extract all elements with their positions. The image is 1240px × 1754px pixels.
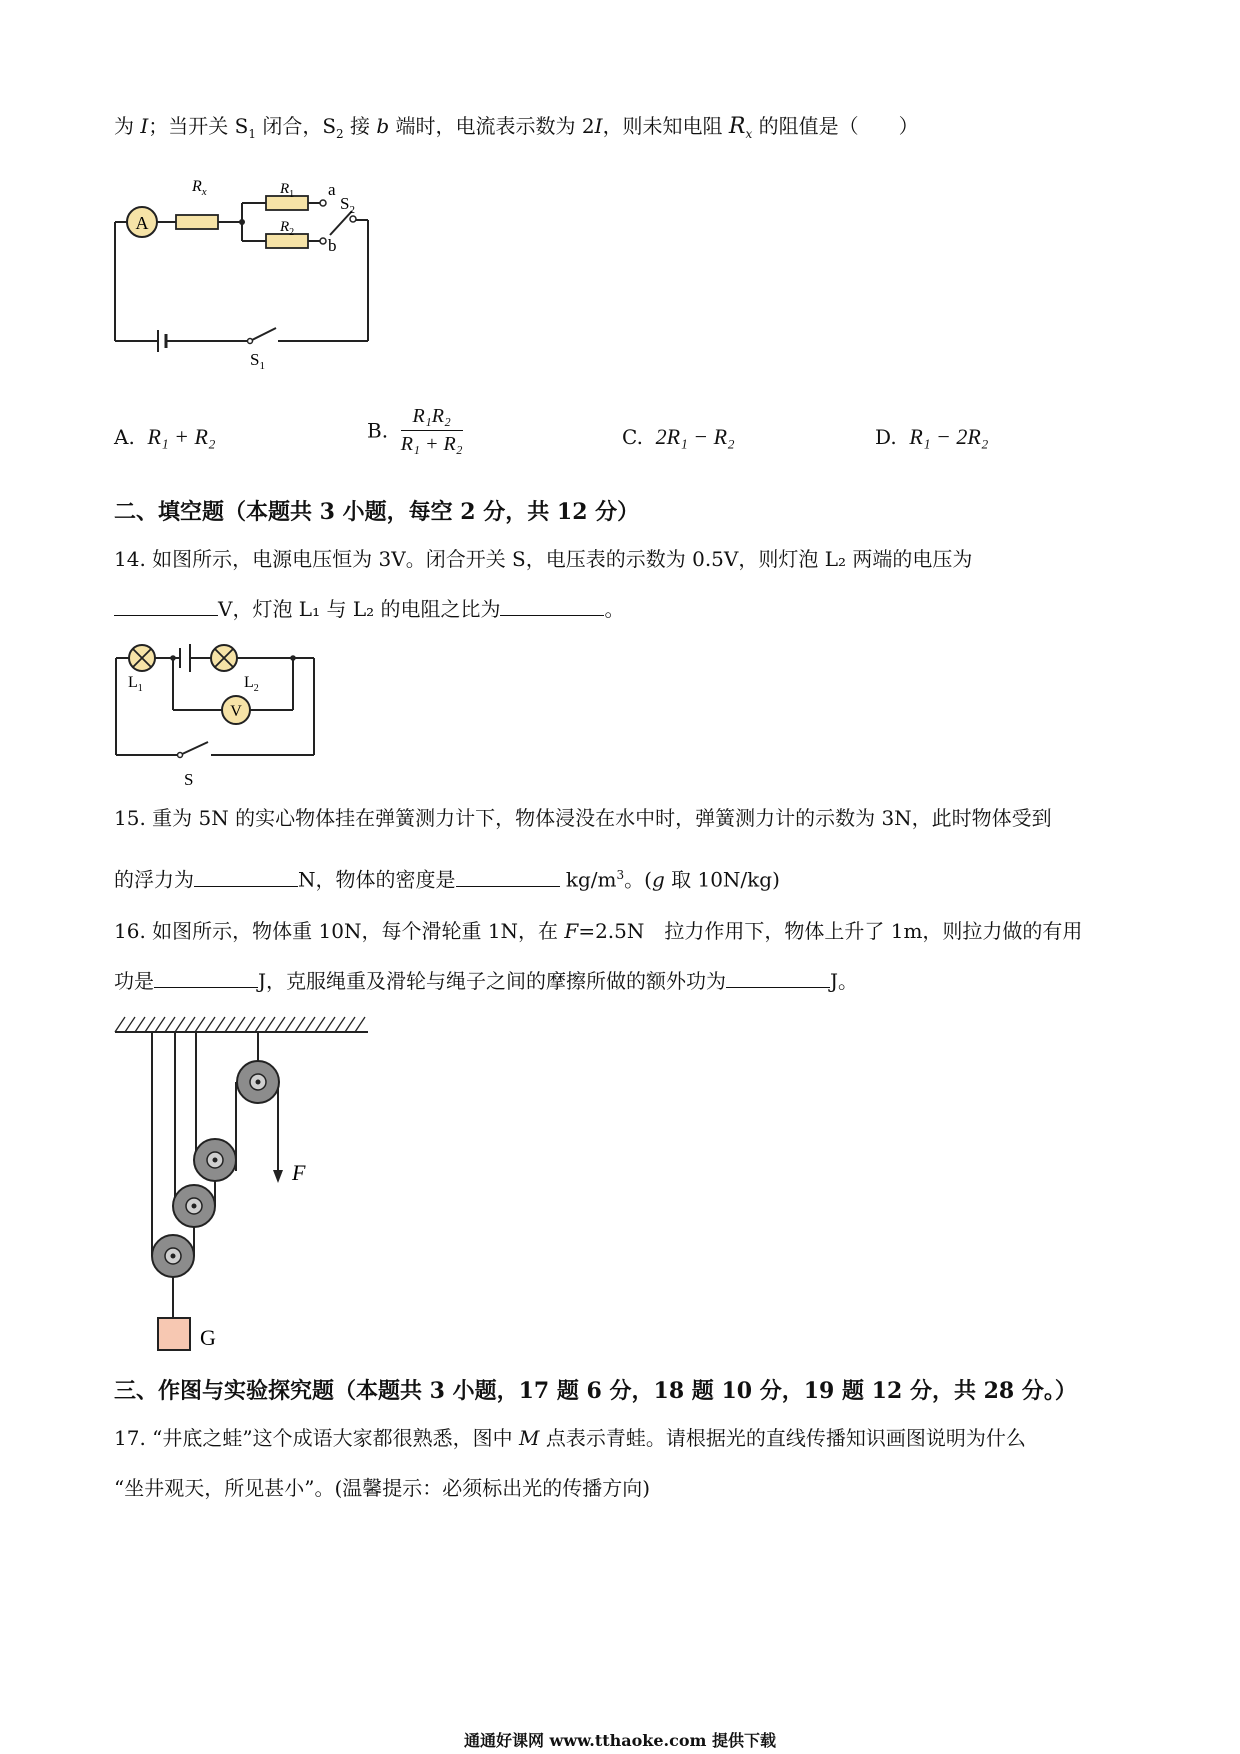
- option-label: D.: [875, 425, 897, 449]
- r2-sub: 2: [289, 227, 295, 238]
- option-label: A.: [114, 425, 135, 449]
- page-footer: 通通好课网 www.tthaoke.com 提供下载: [463, 1731, 777, 1750]
- q16-blank-line: [114, 967, 858, 995]
- text: 。(: [624, 867, 652, 892]
- pulley-icon: [173, 1185, 215, 1227]
- l2-label: L: [244, 674, 254, 691]
- text: 。: [604, 597, 625, 621]
- q15-stem-line: 15. 重为 5N 的实心物体挂在弹簧测力计下，物体浸没在水中时，弹簧测力计的示数为 3N，此时物体受到: [114, 806, 1052, 830]
- var-b: b: [376, 114, 390, 138]
- svg-text:Rx: [191, 178, 207, 198]
- text: N，物体的密度是: [298, 867, 456, 892]
- text: V，灯泡 L₁ 与 L₂ 的电阻之比为: [218, 597, 501, 621]
- pulley-icon: [194, 1139, 236, 1181]
- q16-stem-line: [114, 917, 1082, 945]
- answer-blank[interactable]: [726, 967, 830, 988]
- weight-label: G: [200, 1325, 216, 1350]
- text: 闭合，S: [255, 114, 337, 138]
- text: 功是: [114, 969, 154, 993]
- l2-sub: 2: [253, 683, 259, 694]
- contact-b-label: b: [328, 236, 337, 255]
- r2-resistor: [266, 234, 308, 248]
- answer-blank[interactable]: [500, 595, 604, 616]
- text: 端时，电流表示数为 2: [389, 114, 595, 138]
- option-label: B.: [367, 418, 389, 443]
- q14-stem-line: 14. 如图所示，电源电压恒为 3V。闭合开关 S，电压表的示数为 0.5V，则灯泡 L₂ 两端的电压为: [114, 547, 973, 571]
- l1-label: L: [128, 674, 138, 691]
- r2-label: R: [280, 219, 290, 235]
- sup: 3: [616, 868, 625, 882]
- lamp-l2-icon: [211, 645, 237, 671]
- svg-text:S1: [250, 350, 265, 372]
- q14-circuit-diagram: [108, 630, 328, 795]
- var-f: F: [564, 919, 579, 943]
- r1-label: R: [280, 181, 290, 197]
- answer-blank[interactable]: [194, 866, 298, 887]
- force-arrow-icon: [273, 1170, 283, 1183]
- unit: kg/m: [565, 867, 617, 892]
- text: 16. 如图所示，物体重 10N，每个滑轮重 1N，在: [114, 919, 565, 943]
- option-b: [367, 405, 463, 456]
- q17-stem-line: [114, 1424, 1026, 1452]
- pulley-system-figure: [110, 1005, 380, 1360]
- voltmeter-label: V: [230, 703, 242, 720]
- option-expr: R₁ + R₂: [147, 424, 216, 449]
- r1-resistor: [266, 196, 308, 210]
- text: J。: [830, 969, 859, 993]
- ammeter-label: A: [135, 213, 149, 233]
- answer-blank[interactable]: [114, 595, 218, 616]
- fraction-numerator: R₁R₂: [401, 405, 463, 431]
- switch-label: S: [184, 770, 194, 789]
- option-expr: R₁ − 2R₂: [909, 424, 989, 449]
- text: 接: [343, 114, 377, 138]
- contact-a-label: a: [328, 180, 336, 199]
- text: =2.5N 拉力作用下，物体上升了 1m，则拉力做的有用: [578, 919, 1083, 943]
- text: 取 10N/kg): [664, 867, 780, 892]
- rx-sub: x: [201, 186, 207, 198]
- var-i: I: [594, 114, 603, 138]
- answer-blank[interactable]: [154, 967, 258, 988]
- text: ；当开关 S: [148, 114, 249, 138]
- answer-blank[interactable]: [456, 866, 560, 887]
- rx-resistor: [176, 215, 218, 229]
- text: 为: [114, 114, 141, 138]
- text: 的浮力为: [114, 867, 194, 892]
- q13-circuit-diagram: [100, 165, 380, 380]
- sub: 2: [336, 127, 344, 141]
- text: J，克服绳重及滑轮与绳子之间的摩擦所做的额外功为: [258, 969, 727, 993]
- sub: x: [745, 127, 753, 141]
- text: ，则未知电阻: [602, 114, 729, 138]
- section-heading: 二、填空题（本题共 3 小题，每空 2 分，共 12 分）: [114, 499, 640, 525]
- pulley-icon: [237, 1061, 279, 1103]
- option-d: [875, 424, 988, 450]
- q13-stem-line: [114, 112, 919, 148]
- pulley-icon: [152, 1235, 194, 1277]
- text: 17. “井底之蛙”这个成语大家都很熟悉，图中: [114, 1426, 519, 1450]
- var-r: R: [728, 114, 746, 139]
- s1-label: S: [250, 350, 260, 369]
- var-i: I: [140, 114, 149, 138]
- lamp-l1-icon: [129, 645, 155, 671]
- svg-text:S2: [340, 194, 355, 216]
- s2-label: S: [340, 194, 350, 213]
- s2-sub: 2: [349, 204, 355, 216]
- r1-sub: 1: [289, 189, 295, 200]
- weight-block: [158, 1318, 190, 1350]
- l1-sub: 1: [137, 683, 143, 694]
- option-expr: 2R₁ − R₂: [655, 424, 735, 449]
- option-a: [114, 424, 216, 450]
- svg-text:L1: [128, 674, 143, 694]
- text: 的阻值是（ ）: [752, 114, 919, 138]
- s1-sub: 1: [259, 360, 265, 372]
- fraction: [401, 405, 463, 456]
- var-m: M: [518, 1426, 540, 1450]
- rx-label: R: [192, 178, 202, 195]
- q14-blank-line: [114, 595, 624, 623]
- q15-blank-line: [114, 861, 780, 894]
- sub: 1: [248, 127, 256, 141]
- q17-stem-line: “坐井观天，所见甚小”。(温馨提示：必须标出光的传播方向): [114, 1476, 651, 1500]
- force-label: F: [292, 1160, 306, 1185]
- svg-text:L2: [244, 674, 259, 694]
- option-c: [622, 424, 735, 450]
- option-label: C.: [622, 425, 643, 449]
- section-heading: 三、作图与实验探究题（本题共 3 小题，17 题 6 分，18 题 10 分，19 题 12 分，共 28 分。）: [114, 1378, 1077, 1404]
- text: 点表示青蛙。请根据光的直线传播知识画图说明为什么: [539, 1426, 1026, 1450]
- var-g: g: [651, 867, 665, 892]
- fraction-denominator: R₁ + R₂: [400, 433, 463, 455]
